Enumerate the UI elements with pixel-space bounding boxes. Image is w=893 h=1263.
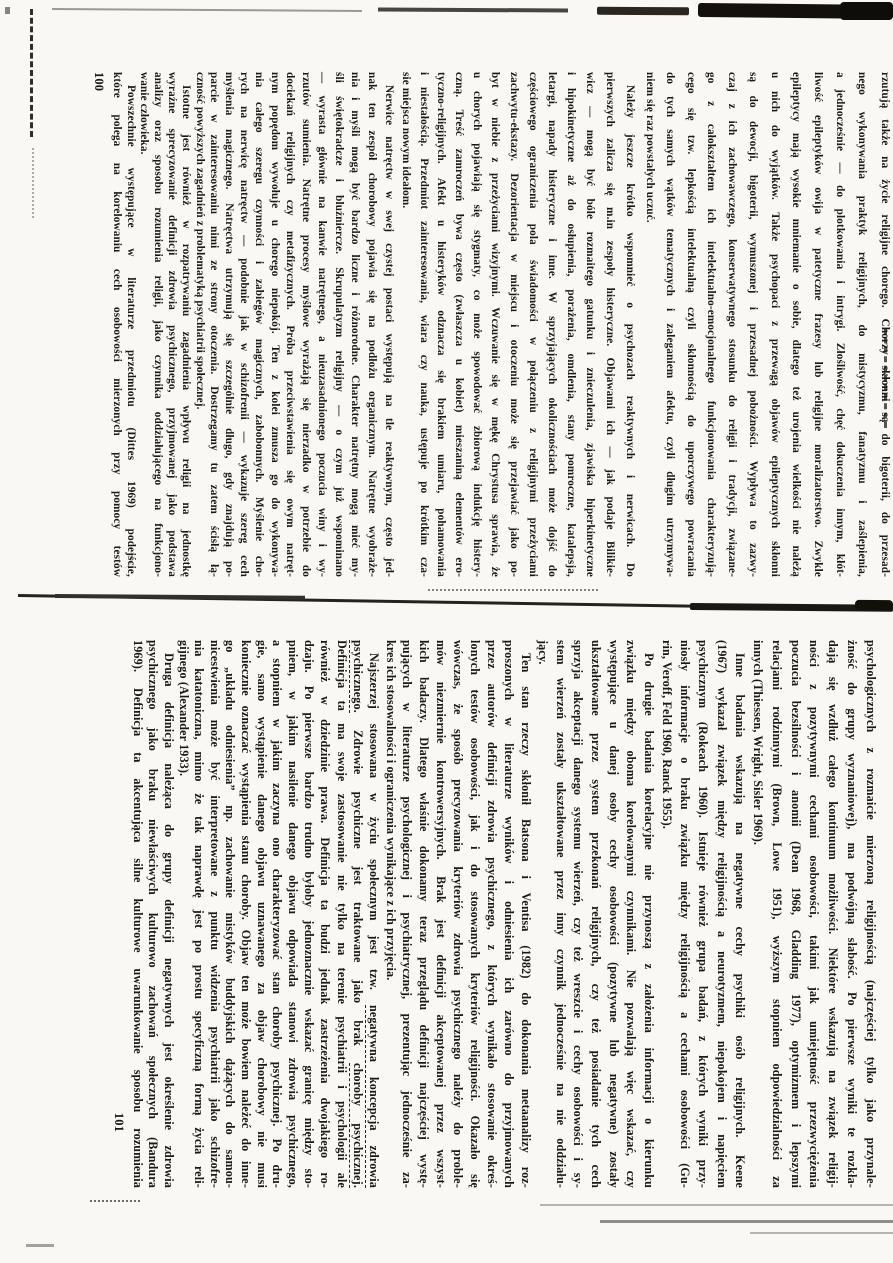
text-line: liwość epileptyków owija w patetyczne frazesy lub religijne moralizatorstwo. Zwykle xyxy=(812,72,825,577)
page-100-block xyxy=(90,72,890,580)
text-line: a jednocześnie — do plotkowania i intrygi. Złośliwość, chęć dokuczenia innym, kłót- xyxy=(834,72,847,577)
text-line: nego wykonywania praktyk religijnych, do mistycyzmu, fanatyzmu i zaślepienia, xyxy=(856,72,869,577)
text-line: nia całego szeregu czynności i zabiegów magicznych, zabobonnych. Myślenie cho- xyxy=(253,72,266,577)
text-line: nia i myśli mogą być bardzo liczne i różnorodne. Charakter natrętny mogą mieć my- xyxy=(349,72,362,577)
text-line: 1969). Definicja ta akcentująca silne kulturowe uwarunkowanie sposobu rozumienia xyxy=(131,640,146,1188)
text-line: proszonych w literaturze wyników i odniesienia ich zarówno do przyjmowanych xyxy=(501,640,516,1188)
text-line: analizy oraz sposobu rozumienia religii, jako czynnika oddziałującego na funkcjono- xyxy=(151,72,164,577)
text-line: psychicznego. Zdrowie psychiczne jest traktowane jako brak choroby psychicznej. xyxy=(350,640,365,1188)
text-line: myślenia magicznego. Natręctwa utrzymują się szczególnie długo, gdy znajdują po- xyxy=(223,72,236,577)
text-line: epileptycy mają wysokie mniemanie o sobie, dlatego też urojenia wielkości nie należą xyxy=(790,72,803,577)
scan-mark-bottom-streak-3 xyxy=(750,1232,893,1234)
page-101-text xyxy=(110,640,877,1188)
text-line: Istotne jest również w rozpatrywaniu zagadnienia wpływu religii na jednostkę xyxy=(179,85,192,577)
scan-mark-top-left-speck xyxy=(5,7,10,14)
text-line: cego się tzw. lepkością intelektualną czyli skłonnością do uporczywego powracania xyxy=(684,72,697,577)
text-line: kich badaczy. Dlatego właśnie dokonamy teraz przeglądu definicji najczęściej wystę- xyxy=(417,640,432,1188)
text-line: Ten stan rzeczy skłonił Batsona i Ventisa (1982) do dokonania metaanalizy roz- xyxy=(519,653,534,1188)
text-line: częściowego ograniczenia pola świadomości w połączeniu z religijnymi przeżyciami xyxy=(526,72,539,577)
text-line: poczucia bezsilności i anomii (Dean 1968, Gladding 1977), optymizmem i lepszymi xyxy=(788,640,803,1188)
page-100-text xyxy=(90,72,890,577)
scan-mark-left-dots xyxy=(32,148,34,218)
scan-mark-bottom-streak-2 xyxy=(600,1220,893,1223)
text-line: wówczas, że sposób precyzowania kryteriów zdrowia psychicznego należy do proble- xyxy=(450,640,465,1188)
text-line: rzutują także na życie religijne chorego. Chorzy skłonni są do bigoterii, do przesad- xyxy=(879,72,891,577)
text-line: kres ich stosowalności i ograniczenia wynikające z ich przyjęcia. xyxy=(383,640,398,981)
text-line: a stopniem w jakim zaczyna ono charakteryzować stan choroby psychicznej. Po dru- xyxy=(270,640,285,1188)
text-line: ności z pozytywnymi cechami osobowości, takimi jak umiejętność przezwyciężenia xyxy=(807,640,822,1188)
text-line: psychicznego jako braku niewłaściwych kulturowo zachowań społecznych (Bandura xyxy=(146,640,161,1188)
page-101-block xyxy=(110,640,877,1190)
text-line: parcie w zainteresowaniu nimi ze strony otoczenia. Dostrzegamy tu zatem ścisłą łą- xyxy=(208,72,221,577)
text-line: występujące u danej osoby cechy osobowości (pozytywne lub negatywne) zostały xyxy=(606,640,621,1188)
text-line: czną. Treść zamroczeń bywa często (zwłaszcza u kobiet) mieszaniną elementów ero- xyxy=(453,72,466,577)
page-number: 101 xyxy=(112,1112,127,1132)
scan-mark-bottom-streak-1 xyxy=(540,1204,893,1206)
text-line: go „układu odniesienia” np. zachowanie mistyków buddyjskich dążących do samou- xyxy=(223,640,238,1188)
text-line: Definicja ta ma swoje zastosowanie nie tylko na terenie psychiatrii i psychologii ale xyxy=(334,640,349,1188)
text-line: Druga definicja należąca do grupy definicji negatywnych jest określenie zdrowia xyxy=(161,653,176,1188)
text-line: czność powyższych zagadnień z problematyką psychiatrii społecznej. xyxy=(193,72,206,410)
text-line: Inne badania wskazują na negatywne cechy psychiki osób religijnych. Keene xyxy=(733,653,747,1188)
text-line: gijnego (Alexander 1933). xyxy=(176,640,191,777)
text-line: również w dziedzinie prawa. Definicja ta budzi jednak zastrzeżenia dwojakiego ro- xyxy=(318,640,333,1188)
text-line: rzutów sumienia. Natrętne procesy myślowe wyrażają się nierzadko w potrzebie do xyxy=(300,72,313,577)
text-line: innych (Thiessen, Wright, Sisler 1969). xyxy=(751,640,766,846)
text-line: (1967) wykazał związek między religijnością a neurotyzmem, niepokojem i napięciem xyxy=(714,640,729,1188)
text-line: pierwszych zalicza się m.in zespoły histeryczne. Objawami ich — jak podaje Bilikie- xyxy=(603,72,616,577)
scan-mark-top-right-blob xyxy=(840,2,893,20)
text-line: dzaju. Po pierwsze bardzo trudno byłoby jednoznacznie wskazać granicę między sto- xyxy=(302,640,317,1188)
text-line: dają się wzdłuż całego kontinuum możliwości. Niektóre wskazują na związek religij- xyxy=(826,640,841,1188)
text-line: tyczno-religijnych. Afekt u histeryków odznacza się brakiem umiaru, pohamowania xyxy=(435,72,448,577)
text-line: lonych testów osobowości, jak i do stosowanych kryteriów religijności. Okazało się xyxy=(467,640,482,1188)
text-line: śli świętokradcze i bluźniercze. Skrupulatyzm religijny — o czym już wspominano xyxy=(332,72,345,577)
text-line: — wyrasta głównie na kanwie natrętnego, a nieuzasadnionego poczucia winy i wy- xyxy=(316,72,329,577)
text-line: nym popędom wywołuje u chorego niepokój. Ten z kolei zmusza go do wykonywa- xyxy=(268,72,281,577)
page-number: 100 xyxy=(92,72,107,92)
text-line: letargi, napady histeryczne i inne. W sprzyjających okolicznościach może dojść do xyxy=(545,72,558,577)
text-line: sie miejsca nowym ideałom. xyxy=(400,72,413,209)
text-line: są do dewocji, bigoterii, wymuszonej i przesadnej pobożności. Wypływa to zazwy- xyxy=(747,72,760,577)
scan-mark-top-edge-dark xyxy=(597,7,689,16)
text-line: do tych samych wątków tematycznych i zaleganiem afektu, czyli długim utrzymywa- xyxy=(664,72,677,577)
text-line: u nich do wyjątków. Także psychopaci z przewagą objawów epileptycznych skłonni xyxy=(768,72,781,577)
text-line: Należy jeszcze krótko wspomnieć o psychozach reaktywnych i nerwicach. Do xyxy=(623,85,636,577)
text-line: żność do grupy wyznaniowej), ma podwójną słabość. Po pierwsze wyniki te rozkła- xyxy=(845,640,859,1188)
scan-mark-bottom-dots-left xyxy=(90,1200,140,1202)
text-line: Po drugie badania korelacyjne nie przynoszą z założenia informacji o kierunku xyxy=(642,653,657,1188)
text-line: pniem, w jakim nasilenie danego objawu odpowiada stanowi zdrowia psychicznego, xyxy=(286,640,301,1188)
scan-mark-top-edge-thin xyxy=(52,8,362,12)
text-line: mów niezmiernie kontrowersyjnych. Brak jest definicji akceptowanej przez wszyst- xyxy=(433,640,448,1188)
text-line: jący. xyxy=(536,640,551,665)
text-line: zachwytu-ekstazy. Dezorientacja w miejscu i otoczeniu może się przejawiać jako po- xyxy=(507,72,520,577)
text-line: niosły informacje o braku związku między religijnością a cechami osobowości (Gu- xyxy=(678,640,693,1188)
text-line: rin, Veroff, Feld 1960, Ranck 1955). xyxy=(660,640,675,829)
text-line: go z całokształtem ich intelektualno-emocjonalnego funkcjonowania charakteryzują- xyxy=(705,72,718,577)
text-line: nak ten zespół chorobowy pojawia się na podłożu organicznym. Natrętne wyobraże- xyxy=(366,72,378,577)
text-line: czaj z ich zachowawczego, konserwatywnego stosunku do religii i tradycji, związane- xyxy=(726,72,739,577)
text-line: sprzyja akceptacji danego systemu wierzeń, czy też wreszcie i cechy osobowości i sy- xyxy=(571,640,586,1188)
gutter-fold-right-blob xyxy=(855,600,893,610)
text-line: wicz — mogą być bóle rozmaitego gatunku i znieczulenia, zjawiska hiperkinetyczne xyxy=(584,72,597,577)
text-line: pujących w literaturze psychologicznej i psychiatrycznej, prezentując jednocześnie za- xyxy=(400,640,415,1188)
scan-mark-top-edge-mid xyxy=(378,8,568,13)
text-line: które polega na korelowaniu cech osobowości mierzonych przy pomocy testów xyxy=(111,72,124,577)
text-line: i niestałością. Przedmiot zainteresowania, wiara czy nauka, ustępuje po krótkim cza- xyxy=(417,72,430,577)
text-line: związku między oboma korelowanymi czynnikami. Nie pozwalają więc wskazać, czy xyxy=(624,640,639,1188)
text-line: ukształtowane przez system przekonań religijnych, czy też posiadanie tych cech xyxy=(588,640,603,1188)
scan-mark-bottom-left-tick xyxy=(26,1244,54,1247)
scan-mark-left-dashes xyxy=(30,9,33,137)
text-line: rych na nerwicę natręctw — podobnie jak w schizofrenii — wykazuje szereg cech xyxy=(238,72,251,577)
text-line: przez autorów definicji zdrowia psychicznego, z których wynikało stosowanie okreś- xyxy=(484,640,499,1188)
text-line: gie, samo wystąpienie danego objawu uznawanego za objaw chorobowy nie musi xyxy=(254,640,269,1188)
text-line: psychicznym (Rokeach 1960). Istnieje również grupa badań, z których wyniki przy- xyxy=(696,640,711,1188)
text-line: dociekań religijnych czy metafizycznych. Próba przeciwstawienia się owym natręt- xyxy=(284,72,297,577)
gutter-fold-dots xyxy=(428,589,598,591)
text-line: wanie człowieka. xyxy=(137,72,150,155)
text-line: wyraźne sprecyzowanie definicji zdrowia psychicznego, przyjmowanej jako podstawa xyxy=(165,72,178,577)
text-line: Powszechnie występujące w literaturze przedmiotu (Dittes 1969) podejście, xyxy=(124,85,137,577)
text-line: byt w niebie z przeżyciami wizyjnymi. Wczuwanie się w mękę Chrystusa sprawia, że xyxy=(489,72,502,577)
text-line: relacjami rodzinnymi (Brown, Lowe 1951), wyższym stopniem odpowiedzialności za xyxy=(769,640,784,1188)
text-line: niem się raz powstałych uczuć. xyxy=(643,72,656,223)
text-line: nia katatoniczna, mimo że tak naprawdę jest po prostu specyficzną formą życia reli- xyxy=(192,640,207,1188)
gutter-fold-thick-left xyxy=(55,594,305,600)
text-line: Nerwice natręctw w swej czystej postaci występują na tle reaktywnym, często jed- xyxy=(382,85,395,577)
text-line: psychologicznych z rozmaicie mierzoną religijnością (najczęściej tylko jako przynale- xyxy=(864,640,878,1188)
text-line: u chorych pojawiają się stygmaty, co może spowodować zbiorową indukcję histery- xyxy=(471,72,484,577)
text-line: koniecznie oznaczać wystąpienia stanu choroby. Objaw ten może bowiem należeć do inne- xyxy=(238,640,253,1188)
text-line: stem wierzeń zostały ukształtowane przez inny czynnik jednocześnie na nie oddziału- xyxy=(553,640,568,1188)
text-line: i hipokinetyczne aż do osłupienia, porażenia, omdlenia, stany pomroczne, katalepsja, xyxy=(564,72,577,577)
text-line: nicestwienia może być interpretowane z punktu widzenia psychiatrii jako schizofre- xyxy=(207,640,222,1188)
text-line: Najszerzej stosowana w życiu społecznym jest tzw. negatywna koncepcja zdrowia xyxy=(367,653,382,1189)
